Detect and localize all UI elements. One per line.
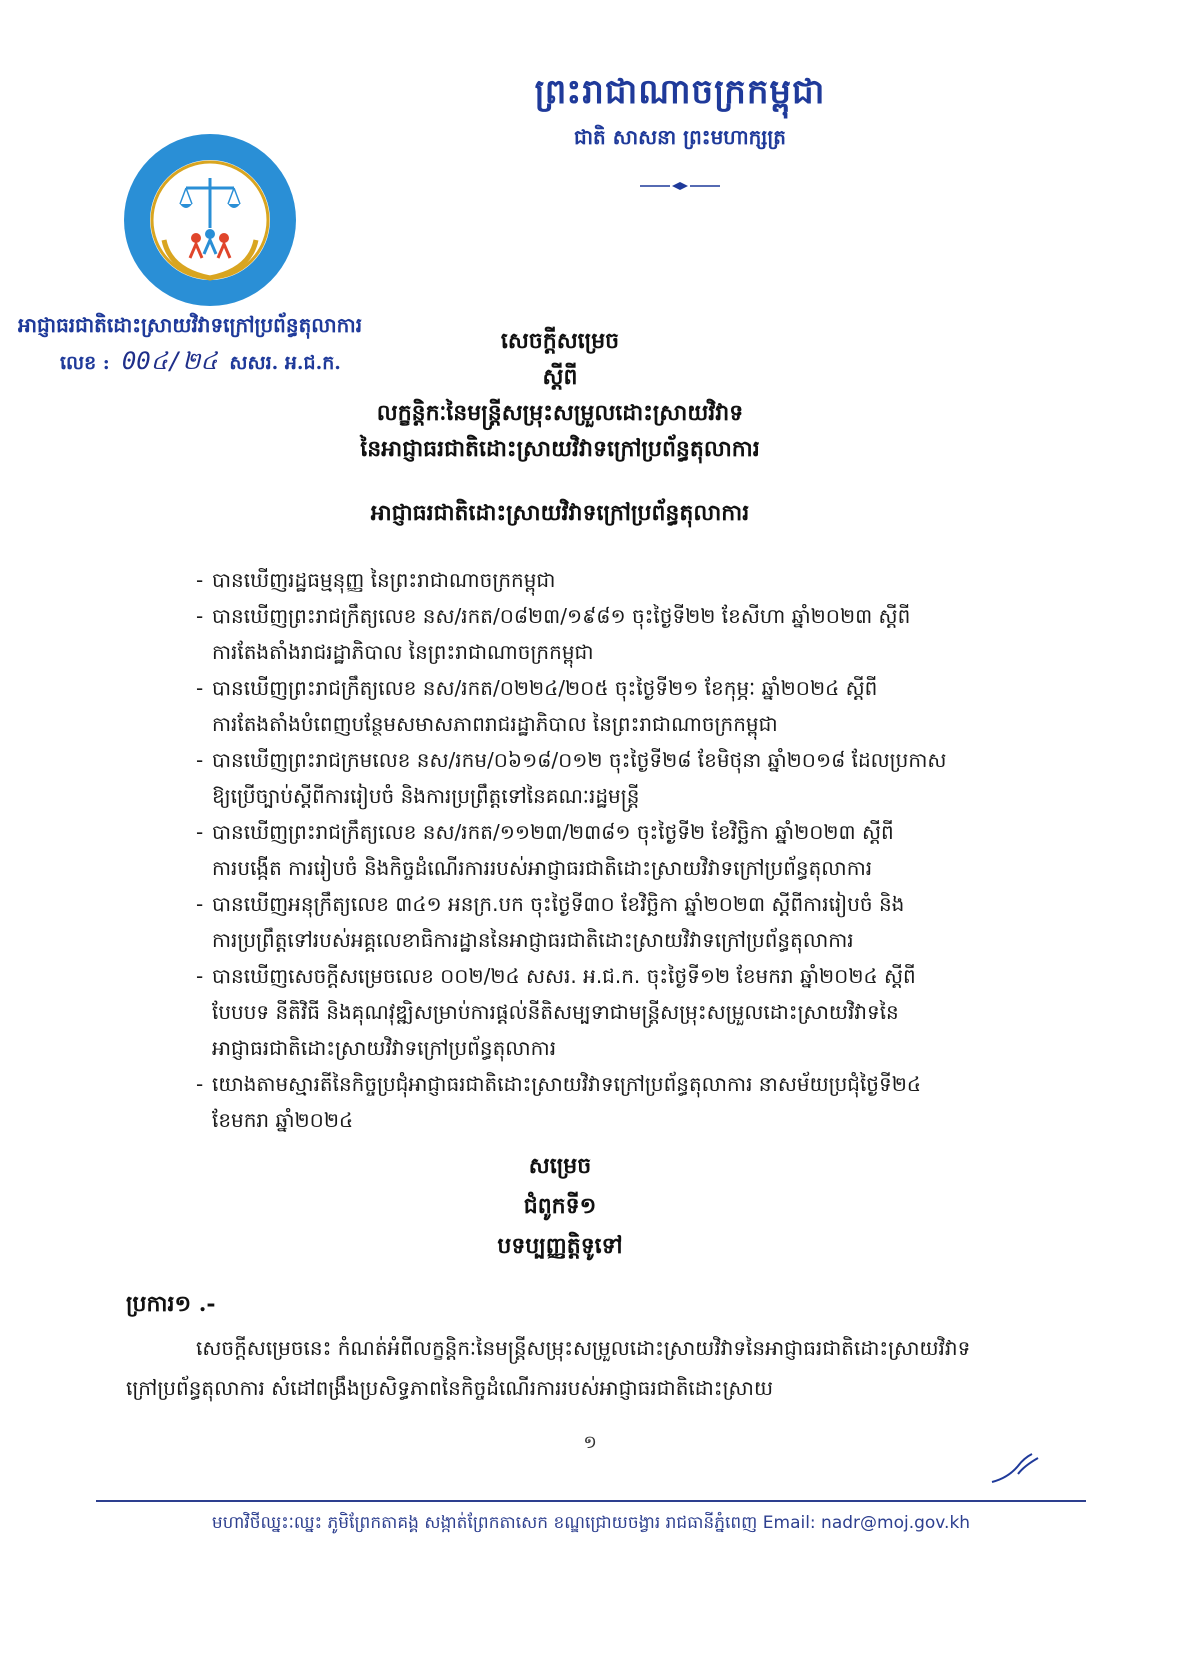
title-subject-line2: នៃអាជ្ញាធរជាតិដោះស្រាយវិវាទក្រៅប្រព័ន្ធតុលាការ xyxy=(360,436,760,462)
footer-address: មហាវិថីឈ្នះៈឈ្នះ ភូមិព្រែកតាគង្គ សង្កាត់ព្រែកតាសេក ខណ្ឌជ្រោយចង្វារ រាជធានីភ្នំពេញ Email: nadr@moj.gov.kh xyxy=(211,1513,971,1533)
list-item: - យោងតាមស្មារតីនៃកិច្ចប្រជុំអាជ្ញាធរជាតិដោះស្រាយវិវាទក្រៅប្រព័ន្ធតុលាការ នាសម័យប្រជុំថ្ងៃទី២៤ ខែមករា ឆ្នាំ២០២៤ xyxy=(196,1072,921,1132)
list-item: - បានឃើញព្រះរាជក្រឹត្យលេខ នស/រកត/០៨២៣/១៩៨១ ចុះថ្ងៃទី២២ ខែសីហា ឆ្នាំ២០២៣ ស្តីពី ការតែងតាំងរាជរដ្ឋាភិបាល នៃព្រះរាជាណាចក្រកម្ពុជា xyxy=(196,604,911,664)
decide-heading: សម្រេច xyxy=(528,1153,592,1179)
list-item: - បានឃើញព្រះរាជក្រមលេខ នស/រកម/០៦១៨/០១២ ចុះថ្ងៃទី២៨ ខែមិថុនា ឆ្នាំ២០១៨ ដែលប្រកាស ឱ្យប្រើច្បាប់ស្តីពីការរៀបចំ និងការប្រព្រឹត្តទៅនៃគណៈរដ្ឋមន្ត្រី xyxy=(196,748,947,808)
issuing-authority: អាជ្ញាធរជាតិដោះស្រាយវិវាទក្រៅប្រព័ន្ធតុលាការ xyxy=(18,313,363,337)
divider-ornament xyxy=(640,180,720,192)
kingdom-heading: ព្រះរាជាណាចក្រកម្ពុជា xyxy=(534,72,826,112)
list-item: - បានឃើញព្រះរាជក្រឹត្យលេខ នស/រកត/០២២៤/២០៥ ចុះថ្ងៃទី២១ ខែកុម្ភៈ ឆ្នាំ២០២៤ ស្តីពី ការតែងតាំងបំពេញបន្ថែមសមាសភាពរាជរដ្ឋាភិបាល នៃព្រះរាជាណាចក្រកម្ពុជា xyxy=(196,676,878,736)
authority-logo xyxy=(120,130,300,310)
issuer-heading: អាជ្ញាធរជាតិដោះស្រាយវិវាទក្រៅប្រព័ន្ធតុលាការ xyxy=(370,500,750,526)
title-subject-line1: លក្ខន្តិកៈនៃមន្ត្រីសម្រុះសម្រួលដោះស្រាយវិវាទ xyxy=(376,400,744,426)
chapter-number: ជំពូកទី១ xyxy=(523,1193,597,1219)
chapter-title: បទប្បញ្ញត្តិទូទៅ xyxy=(497,1233,623,1259)
initial-signature xyxy=(988,1448,1048,1488)
list-item: - បានឃើញអនុក្រឹត្យលេខ ៣៤១ អនក្រ.បក ចុះថ្ងៃទី៣០ ខែវិច្ឆិកា ឆ្នាំ២០២៣ ស្តីពីការរៀបចំ និង ការប្រព្រឹត្តទៅរបស់អគ្គលេខាធិការដ្ឋាននៃអាជ្ញាធរជាតិដោះស្រាយវិវាទក្រៅប្រព័ន្ធតុលាការ xyxy=(196,892,905,952)
reference-number: 00៤/២៤ xyxy=(121,347,218,375)
considerations-list xyxy=(196,562,986,1138)
title-about: ស្តីពី xyxy=(542,364,578,390)
reference-label: លេខ : xyxy=(60,352,110,374)
list-item: - បានឃើញសេចក្តីសម្រេចលេខ ០០២/២៤ សសរ. អ.ជ.ក. ចុះថ្ងៃទី១២ ខែមករា ឆ្នាំ២០២៤ ស្តីពី បែបបទ នីតិវិធី និងគុណវុឌ្ឍិសម្រាប់ការផ្តល់នីតិសម្បទាជាមន្ត្រីសម្រុះសម្រួលដោះស្រាយវិវាទនៃ អាជ្ញាធរជាតិដោះស្រាយវិវាទក្រៅប្រព័ន្ធតុលាការ xyxy=(196,964,916,1060)
reference-suffix: សសរ. អ.ជ.ក. xyxy=(229,352,341,374)
national-motto: ជាតិ សាសនា ព្រះមហាក្សត្រ xyxy=(574,125,786,149)
footer-divider xyxy=(96,1500,1086,1502)
list-item: - បានឃើញរដ្ឋធម្មនុញ្ញ នៃព្រះរាជាណាចក្រកម្ពុជា xyxy=(196,568,556,592)
article-text: សេចក្តីសម្រេចនេះ កំណត់អំពីលក្ខន្តិកៈនៃមន្ត្រីសម្រុះសម្រួលដោះស្រាយវិវាទនៃអាជ្ញាធរជាតិដោះស្រាយវិវាទក្រៅប្រព័ន្ធតុលាការ សំដៅពង្រឹងប្រសិទ្ធភាពនៃកិច្ចដំណើរការរបស់អាជ្ញាធរជាតិដោះស្រាយ xyxy=(126,1336,971,1400)
decision-title: សេចក្តីសម្រេច xyxy=(500,328,620,354)
list-item: - បានឃើញព្រះរាជក្រឹត្យលេខ នស/រកត/១១២៣/២៣៨១ ចុះថ្ងៃទី២ ខែវិច្ឆិកា ឆ្នាំ២០២៣ ស្តីពី ការបង្កើត ការរៀបចំ និងកិច្ចដំណើរការរបស់អាជ្ញាធរជាតិដោះស្រាយវិវាទក្រៅប្រព័ន្ធតុលាការ xyxy=(196,820,894,880)
page-number: ១ xyxy=(583,1432,597,1453)
article-label: ប្រការ១ .- xyxy=(126,1291,216,1317)
